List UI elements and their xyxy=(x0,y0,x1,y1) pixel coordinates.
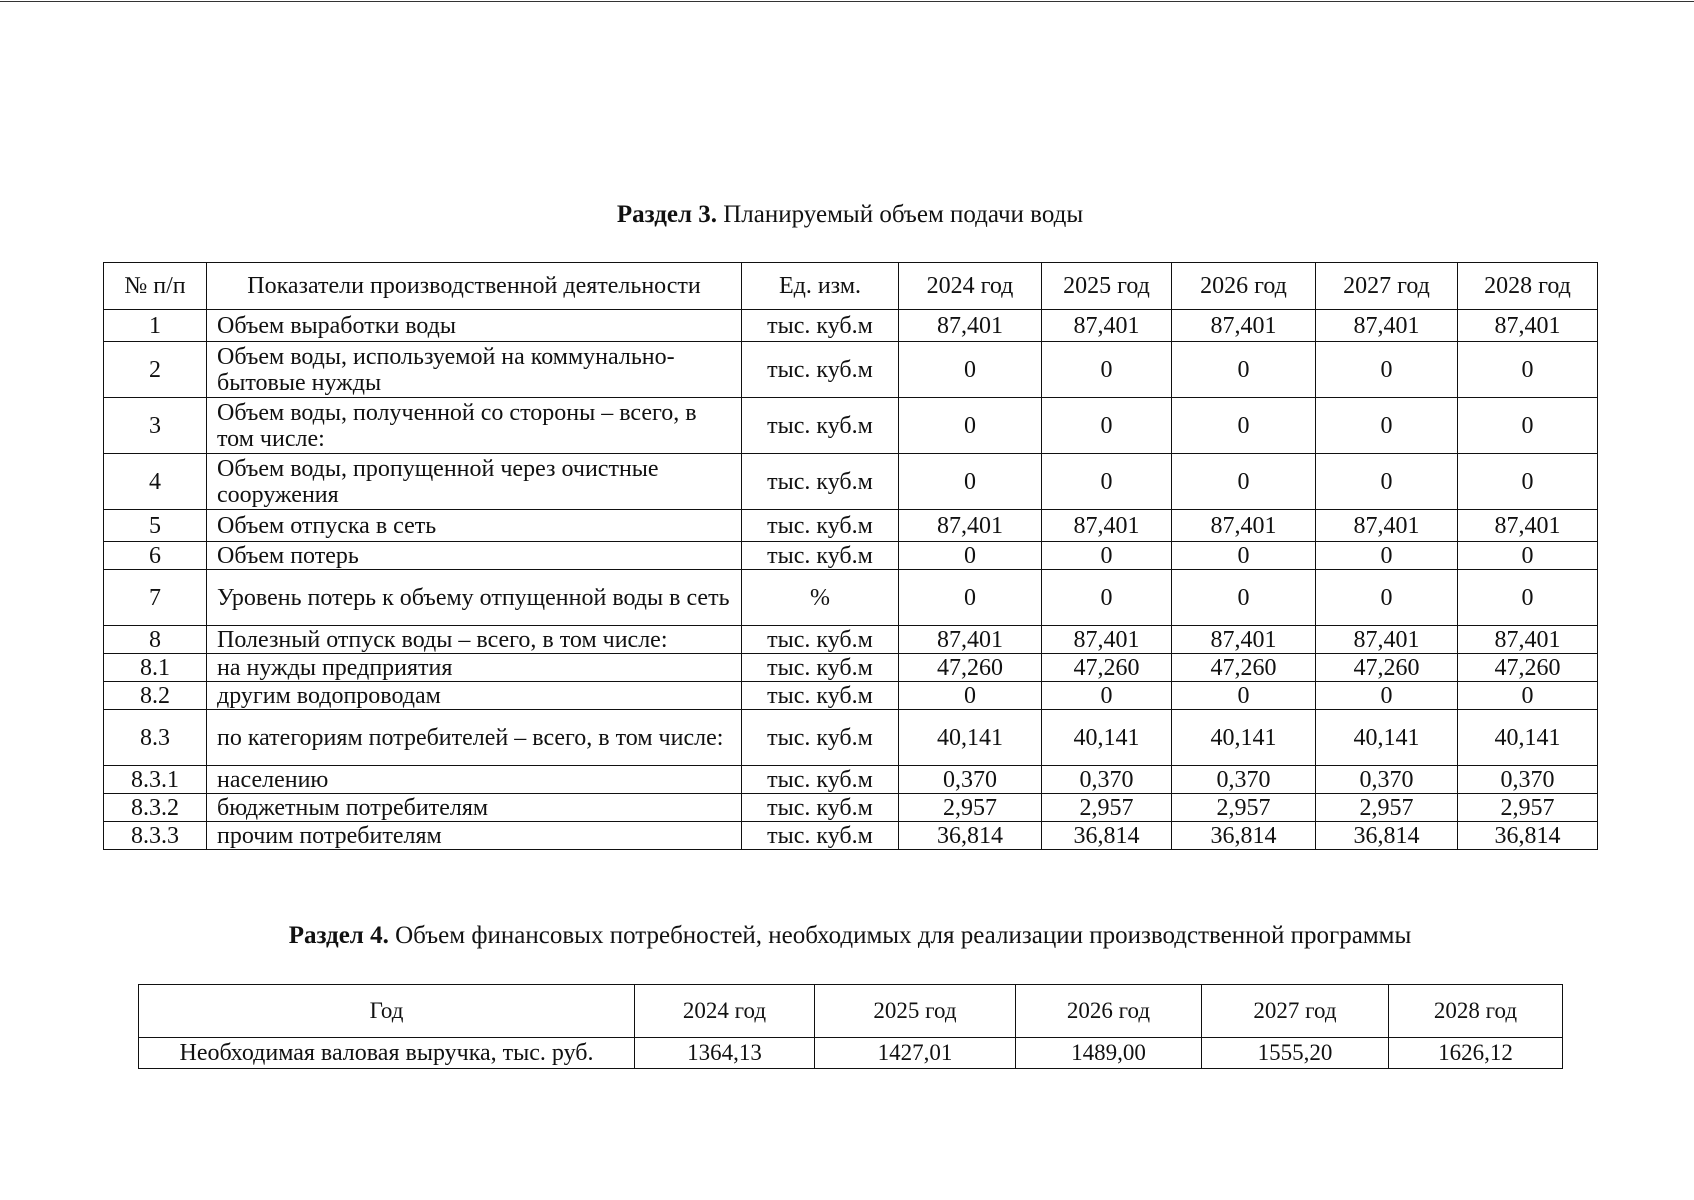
row-value-2025: 2,957 xyxy=(1042,794,1172,822)
row-value-2028: 87,401 xyxy=(1458,310,1598,342)
row-indicator-name: Объем отпуска в сеть xyxy=(207,510,742,542)
row-unit: тыс. куб.м xyxy=(742,542,899,570)
revenue-2026: 1489,00 xyxy=(1016,1038,1202,1069)
row-value-2026: 0 xyxy=(1172,454,1316,510)
row-value-2027: 0 xyxy=(1316,542,1458,570)
row-number: 3 xyxy=(104,398,207,454)
row-unit: тыс. куб.м xyxy=(742,626,899,654)
row-number: 8 xyxy=(104,626,207,654)
row-number: 8.3.1 xyxy=(104,766,207,794)
row-unit: тыс. куб.м xyxy=(742,510,899,542)
row-value-2025: 47,260 xyxy=(1042,654,1172,682)
row-value-2027: 0 xyxy=(1316,398,1458,454)
row-indicator-name: Объем воды, полученной со стороны – всего, в том числе: xyxy=(207,398,742,454)
row-value-2024: 0 xyxy=(899,342,1042,398)
row-value-2028: 0 xyxy=(1458,542,1598,570)
table-row xyxy=(104,626,1598,654)
header-unit: Ед. изм. xyxy=(742,263,899,310)
row-number: 2 xyxy=(104,342,207,398)
row-value-2027: 47,260 xyxy=(1316,654,1458,682)
row-value-2026: 0 xyxy=(1172,542,1316,570)
year-2027-header: 2027 год xyxy=(1202,985,1389,1038)
financial-header-row xyxy=(139,985,1563,1038)
row-value-2028: 40,141 xyxy=(1458,710,1598,766)
row-indicator-name: Объем воды, используемой на коммунально-бытовые нужды xyxy=(207,342,742,398)
row-indicator-name: по категориям потребителей – всего, в том числе: xyxy=(207,710,742,766)
row-value-2028: 2,957 xyxy=(1458,794,1598,822)
table-row xyxy=(104,510,1598,542)
row-unit: % xyxy=(742,570,899,626)
table-row xyxy=(104,398,1598,454)
row-value-2028: 87,401 xyxy=(1458,510,1598,542)
row-indicator-name: Объем потерь xyxy=(207,542,742,570)
table-row xyxy=(104,794,1598,822)
row-unit: тыс. куб.м xyxy=(742,342,899,398)
row-value-2026: 40,141 xyxy=(1172,710,1316,766)
section-3-title xyxy=(0,200,1694,230)
row-value-2026: 0,370 xyxy=(1172,766,1316,794)
row-indicator-name: Полезный отпуск воды – всего, в том числе: xyxy=(207,626,742,654)
row-number: 8.3.3 xyxy=(104,822,207,850)
row-unit: тыс. куб.м xyxy=(742,310,899,342)
row-value-2024: 0 xyxy=(899,542,1042,570)
section-3-title-text: Планируемый объем подачи воды xyxy=(717,201,1084,228)
row-value-2024: 36,814 xyxy=(899,822,1042,850)
row-value-2027: 0 xyxy=(1316,570,1458,626)
row-value-2024: 87,401 xyxy=(899,626,1042,654)
row-number: 8.3 xyxy=(104,710,207,766)
row-unit: тыс. куб.м xyxy=(742,822,899,850)
row-unit: тыс. куб.м xyxy=(742,682,899,710)
section-4-title-text: Объем финансовых потребностей, необходимых для реализации производственной программы xyxy=(388,922,1412,949)
header-year-2028: 2028 год xyxy=(1458,263,1598,310)
row-value-2028: 0,370 xyxy=(1458,766,1598,794)
row-number: 8.2 xyxy=(104,682,207,710)
row-value-2027: 87,401 xyxy=(1316,510,1458,542)
row-value-2024: 87,401 xyxy=(899,510,1042,542)
revenue-2028: 1626,12 xyxy=(1389,1038,1563,1069)
header-number: № п/п xyxy=(104,263,207,310)
row-value-2027: 0 xyxy=(1316,682,1458,710)
row-value-2024: 0 xyxy=(899,454,1042,510)
row-value-2028: 0 xyxy=(1458,570,1598,626)
row-value-2024: 47,260 xyxy=(899,654,1042,682)
row-number: 5 xyxy=(104,510,207,542)
row-value-2024: 0 xyxy=(899,682,1042,710)
row-value-2027: 87,401 xyxy=(1316,310,1458,342)
row-value-2025: 0,370 xyxy=(1042,766,1172,794)
row-value-2024: 0 xyxy=(899,570,1042,626)
header-year-2025: 2025 год xyxy=(1042,263,1172,310)
row-unit: тыс. куб.м xyxy=(742,398,899,454)
row-unit: тыс. куб.м xyxy=(742,794,899,822)
row-value-2024: 0 xyxy=(899,398,1042,454)
row-value-2025: 40,141 xyxy=(1042,710,1172,766)
row-indicator-name: Объем воды, пропущенной через очистные сооружения xyxy=(207,454,742,510)
row-indicator-name: населению xyxy=(207,766,742,794)
table-header-row xyxy=(104,263,1598,310)
header-indicator: Показатели производственной деятельности xyxy=(207,263,742,310)
row-value-2024: 40,141 xyxy=(899,710,1042,766)
year-2026-header: 2026 год xyxy=(1016,985,1202,1038)
row-value-2028: 0 xyxy=(1458,398,1598,454)
row-value-2026: 47,260 xyxy=(1172,654,1316,682)
row-value-2027: 0 xyxy=(1316,454,1458,510)
row-indicator-name: другим водопроводам xyxy=(207,682,742,710)
row-value-2028: 36,814 xyxy=(1458,822,1598,850)
row-number: 1 xyxy=(104,310,207,342)
row-number: 8.3.2 xyxy=(104,794,207,822)
revenue-2024: 1364,13 xyxy=(635,1038,815,1069)
row-value-2024: 87,401 xyxy=(899,310,1042,342)
top-rule xyxy=(0,1,1694,2)
table-row xyxy=(104,682,1598,710)
row-value-2026: 0 xyxy=(1172,398,1316,454)
row-number: 4 xyxy=(104,454,207,510)
table-row xyxy=(104,570,1598,626)
row-value-2026: 0 xyxy=(1172,342,1316,398)
row-indicator-name: на нужды предприятия xyxy=(207,654,742,682)
row-number: 7 xyxy=(104,570,207,626)
row-value-2026: 0 xyxy=(1172,682,1316,710)
table-row xyxy=(104,342,1598,398)
table-row xyxy=(104,710,1598,766)
row-value-2028: 0 xyxy=(1458,454,1598,510)
year-2028-header: 2028 год xyxy=(1389,985,1563,1038)
row-value-2027: 36,814 xyxy=(1316,822,1458,850)
water-supply-table xyxy=(103,262,1598,850)
row-value-2025: 87,401 xyxy=(1042,310,1172,342)
row-indicator-name: прочим потребителям xyxy=(207,822,742,850)
table-row xyxy=(104,822,1598,850)
row-value-2026: 87,401 xyxy=(1172,626,1316,654)
section-4-title-bold: Раздел 4. xyxy=(288,922,389,949)
table-row xyxy=(104,542,1598,570)
row-value-2027: 0,370 xyxy=(1316,766,1458,794)
row-unit: тыс. куб.м xyxy=(742,454,899,510)
row-value-2025: 0 xyxy=(1042,398,1172,454)
row-value-2027: 0 xyxy=(1316,342,1458,398)
row-value-2026: 87,401 xyxy=(1172,510,1316,542)
revenue-label: Необходимая валовая выручка, тыс. руб. xyxy=(139,1038,635,1069)
row-value-2025: 87,401 xyxy=(1042,626,1172,654)
revenue-2025: 1427,01 xyxy=(815,1038,1016,1069)
row-value-2025: 0 xyxy=(1042,342,1172,398)
financial-needs-table xyxy=(138,984,1563,1069)
row-value-2025: 0 xyxy=(1042,682,1172,710)
row-number: 6 xyxy=(104,542,207,570)
row-value-2024: 0,370 xyxy=(899,766,1042,794)
row-unit: тыс. куб.м xyxy=(742,710,899,766)
row-value-2025: 0 xyxy=(1042,454,1172,510)
year-2025-header: 2025 год xyxy=(815,985,1016,1038)
row-unit: тыс. куб.м xyxy=(742,654,899,682)
row-value-2025: 0 xyxy=(1042,570,1172,626)
section-3-title-bold: Раздел 3. xyxy=(616,201,717,228)
row-number: 8.1 xyxy=(104,654,207,682)
table-row xyxy=(104,454,1598,510)
row-indicator-name: Объем выработки воды xyxy=(207,310,742,342)
year-2024-header: 2024 год xyxy=(635,985,815,1038)
row-value-2025: 0 xyxy=(1042,542,1172,570)
row-value-2027: 87,401 xyxy=(1316,626,1458,654)
section-4-title xyxy=(0,921,1694,951)
row-unit: тыс. куб.м xyxy=(742,766,899,794)
row-value-2024: 2,957 xyxy=(899,794,1042,822)
row-value-2028: 87,401 xyxy=(1458,626,1598,654)
row-indicator-name: Уровень потерь к объему отпущенной воды в сеть xyxy=(207,570,742,626)
row-value-2025: 87,401 xyxy=(1042,510,1172,542)
row-value-2026: 87,401 xyxy=(1172,310,1316,342)
header-year-2024: 2024 год xyxy=(899,263,1042,310)
revenue-2027: 1555,20 xyxy=(1202,1038,1389,1069)
row-indicator-name: бюджетным потребителям xyxy=(207,794,742,822)
row-value-2028: 0 xyxy=(1458,682,1598,710)
row-value-2028: 47,260 xyxy=(1458,654,1598,682)
header-year-2027: 2027 год xyxy=(1316,263,1458,310)
table-row xyxy=(104,310,1598,342)
row-value-2026: 0 xyxy=(1172,570,1316,626)
row-value-2027: 40,141 xyxy=(1316,710,1458,766)
row-value-2026: 2,957 xyxy=(1172,794,1316,822)
table-row xyxy=(104,766,1598,794)
row-value-2027: 2,957 xyxy=(1316,794,1458,822)
row-value-2026: 36,814 xyxy=(1172,822,1316,850)
financial-revenue-row xyxy=(139,1038,1563,1069)
row-value-2028: 0 xyxy=(1458,342,1598,398)
header-year-2026: 2026 год xyxy=(1172,263,1316,310)
table-row xyxy=(104,654,1598,682)
year-header-label: Год xyxy=(139,985,635,1038)
row-value-2025: 36,814 xyxy=(1042,822,1172,850)
